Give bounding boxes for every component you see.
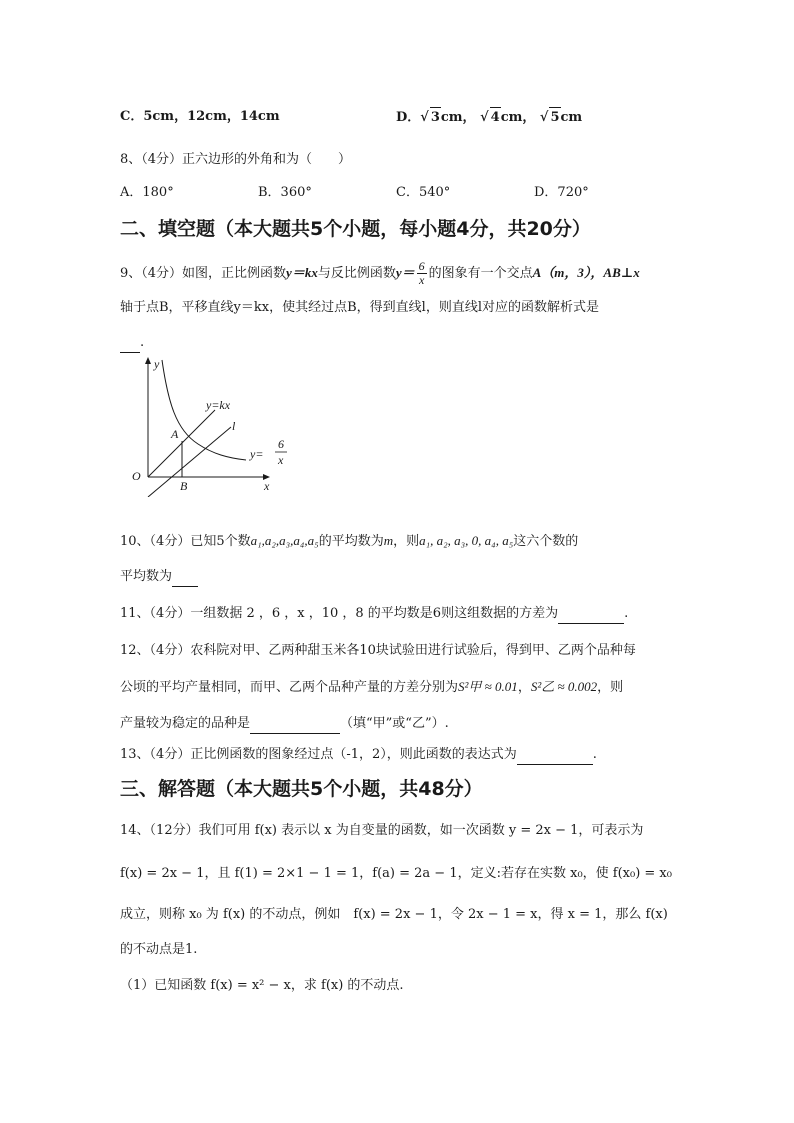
sqrt-3: 3	[430, 107, 441, 128]
q12-answer-blank	[250, 719, 340, 734]
q10-line-1	[120, 531, 578, 552]
q9-part-3: 的图象有一个交点	[428, 266, 533, 281]
q12-line-3	[120, 714, 449, 734]
line-l-label: l	[232, 419, 236, 433]
q9-line-2: 轴于点B，平移直线y＝kx，使其经过点B，得到直线l，则直线l对应的函数解析式是	[120, 300, 599, 315]
q12-line-2-post: ，则	[597, 680, 624, 695]
point-b-label: B	[180, 479, 188, 493]
q10-answer-blank	[172, 572, 198, 587]
section-2-heading: 二、填空题（本大题共5个小题，每小题4分，共20分）	[120, 218, 591, 240]
q10-pre: 10、（4分）已知5个数	[120, 534, 251, 549]
q11-text: 11、（4分）一组数据 2 ，6 ，x ，10 ，8 的平均数是6则这组数据的方差为	[120, 606, 559, 621]
q14-line-3: 成立，则称 x₀ 为 f(x) 的不动点，例如 f(x) = 2x − 1，令 2x − 1 = x，得 x = 1，那么 f(x)	[120, 907, 668, 922]
q13-line	[120, 745, 597, 765]
x-axis-label: x	[264, 479, 270, 493]
sqrt-5: 5	[549, 107, 560, 128]
q8-option-b: B．360°	[258, 185, 312, 200]
q10-m: m	[383, 533, 394, 548]
q10-vars-2: a₁, a₂, a₃, 0, a₄, a₅	[419, 533, 514, 548]
q9-part-2: 与反比例函数	[317, 266, 396, 281]
point-a-label: A	[171, 427, 179, 441]
q9-line-3	[120, 333, 144, 353]
unit-1: cm	[440, 110, 463, 125]
q11-end: .	[624, 606, 629, 621]
hyperbola-label: y=	[250, 447, 264, 461]
q10-post: 这六个数的	[513, 534, 579, 549]
hyperbola-frac-den: x	[278, 453, 284, 467]
sqrt-4: 4	[490, 107, 501, 128]
q9-eq-1: y＝kx	[286, 265, 318, 280]
q7-option-d-label: D．	[396, 110, 421, 125]
q7-option-c: C．5cm，12cm，14cm	[120, 109, 280, 124]
hyperbola-frac-num: 6	[278, 437, 284, 451]
q10-line-2	[120, 567, 198, 587]
q9-eq-2: y＝	[395, 265, 415, 280]
y-axis-arrow	[145, 357, 151, 364]
unit-3: cm	[560, 110, 583, 125]
q13-answer-blank	[517, 750, 593, 765]
q7-option-d: D．√ 3cm， √ 4cm， √ 5cm	[396, 107, 582, 128]
sep-1: ，	[462, 110, 476, 125]
q10-mid2: ，则	[393, 534, 420, 549]
q10-line-2-text: 平均数为	[120, 569, 173, 584]
q9-point: A（m，3），AB⊥x	[532, 265, 640, 280]
sep-2: ，	[522, 110, 536, 125]
section-3-heading: 三、解答题（本大题共5个小题，共48分）	[120, 778, 483, 800]
q8-option-a: A．180°	[120, 185, 174, 200]
y-axis-label: y	[154, 357, 160, 371]
q11-answer-blank	[558, 609, 624, 624]
q14-line-2: f(x) = 2x − 1，且 f(1) = 2×1 − 1 = 1，f(a) = 2a − 1，定义:若存在实数 x₀，使 f(x₀) = x₀	[120, 866, 672, 881]
q12-line-3-pre: 产量较为稳定的品种是	[120, 716, 251, 731]
q8-stem: 8、（4分）正六边形的外角和为（ ）	[120, 152, 352, 167]
q8-option-c: C．540°	[396, 185, 451, 200]
q13-text: 13、（4分）正比例函数的图象经过点（-1，2），则此函数的表达式为	[120, 747, 517, 762]
q12-line-3-post: （填“甲”或“乙”）.	[340, 716, 449, 731]
q9-answer-blank	[120, 338, 140, 353]
hyperbola-curve	[162, 360, 246, 460]
q14-line-1: 14、（12分）我们可用 f(x) 表示以 x 为自变量的函数，如一次函数 y = 2x − 1，可表示为	[120, 823, 644, 838]
q10-vars: a₁,a₂,a₃,a₄,a₅	[250, 533, 319, 548]
q9-line-1	[120, 260, 640, 287]
q12-variance-yi: S²乙 ≈ 0.002	[530, 679, 598, 694]
q10-mid: 的平均数为	[318, 534, 384, 549]
origin-label: O	[132, 469, 141, 483]
q14-sub-1: （1）已知函数 f(x) = x² − x，求 f(x) 的不动点.	[120, 978, 404, 993]
unit-2: cm	[500, 110, 523, 125]
q12-line-1: 12、（4分）农科院对甲、乙两种甜玉米各10块试验田进行试验后，得到甲、乙两个品种每	[120, 643, 636, 658]
q12-comma: ，	[517, 680, 531, 695]
q12-line-2	[120, 677, 623, 698]
q8-option-d: D．720°	[534, 185, 589, 200]
q9-end: .	[140, 335, 145, 350]
q9-frac-den: x	[418, 273, 425, 287]
q14-line-4: 的不动点是1.	[120, 942, 198, 957]
q12-line-2-pre: 公顷的平均产量相同，而甲、乙两个品种产量的方差分别为	[120, 680, 459, 695]
q9-part-1: 9、（4分）如图，正比例函数	[120, 266, 287, 281]
kx-label: y=kx	[206, 398, 231, 412]
q9-fraction	[417, 260, 427, 287]
q9-frac-num: 6	[418, 259, 425, 273]
q12-variance-jia: S²甲 ≈ 0.01	[458, 679, 518, 694]
q13-end: .	[592, 747, 597, 762]
function-graph-figure	[118, 352, 298, 497]
q11-line	[120, 604, 628, 624]
